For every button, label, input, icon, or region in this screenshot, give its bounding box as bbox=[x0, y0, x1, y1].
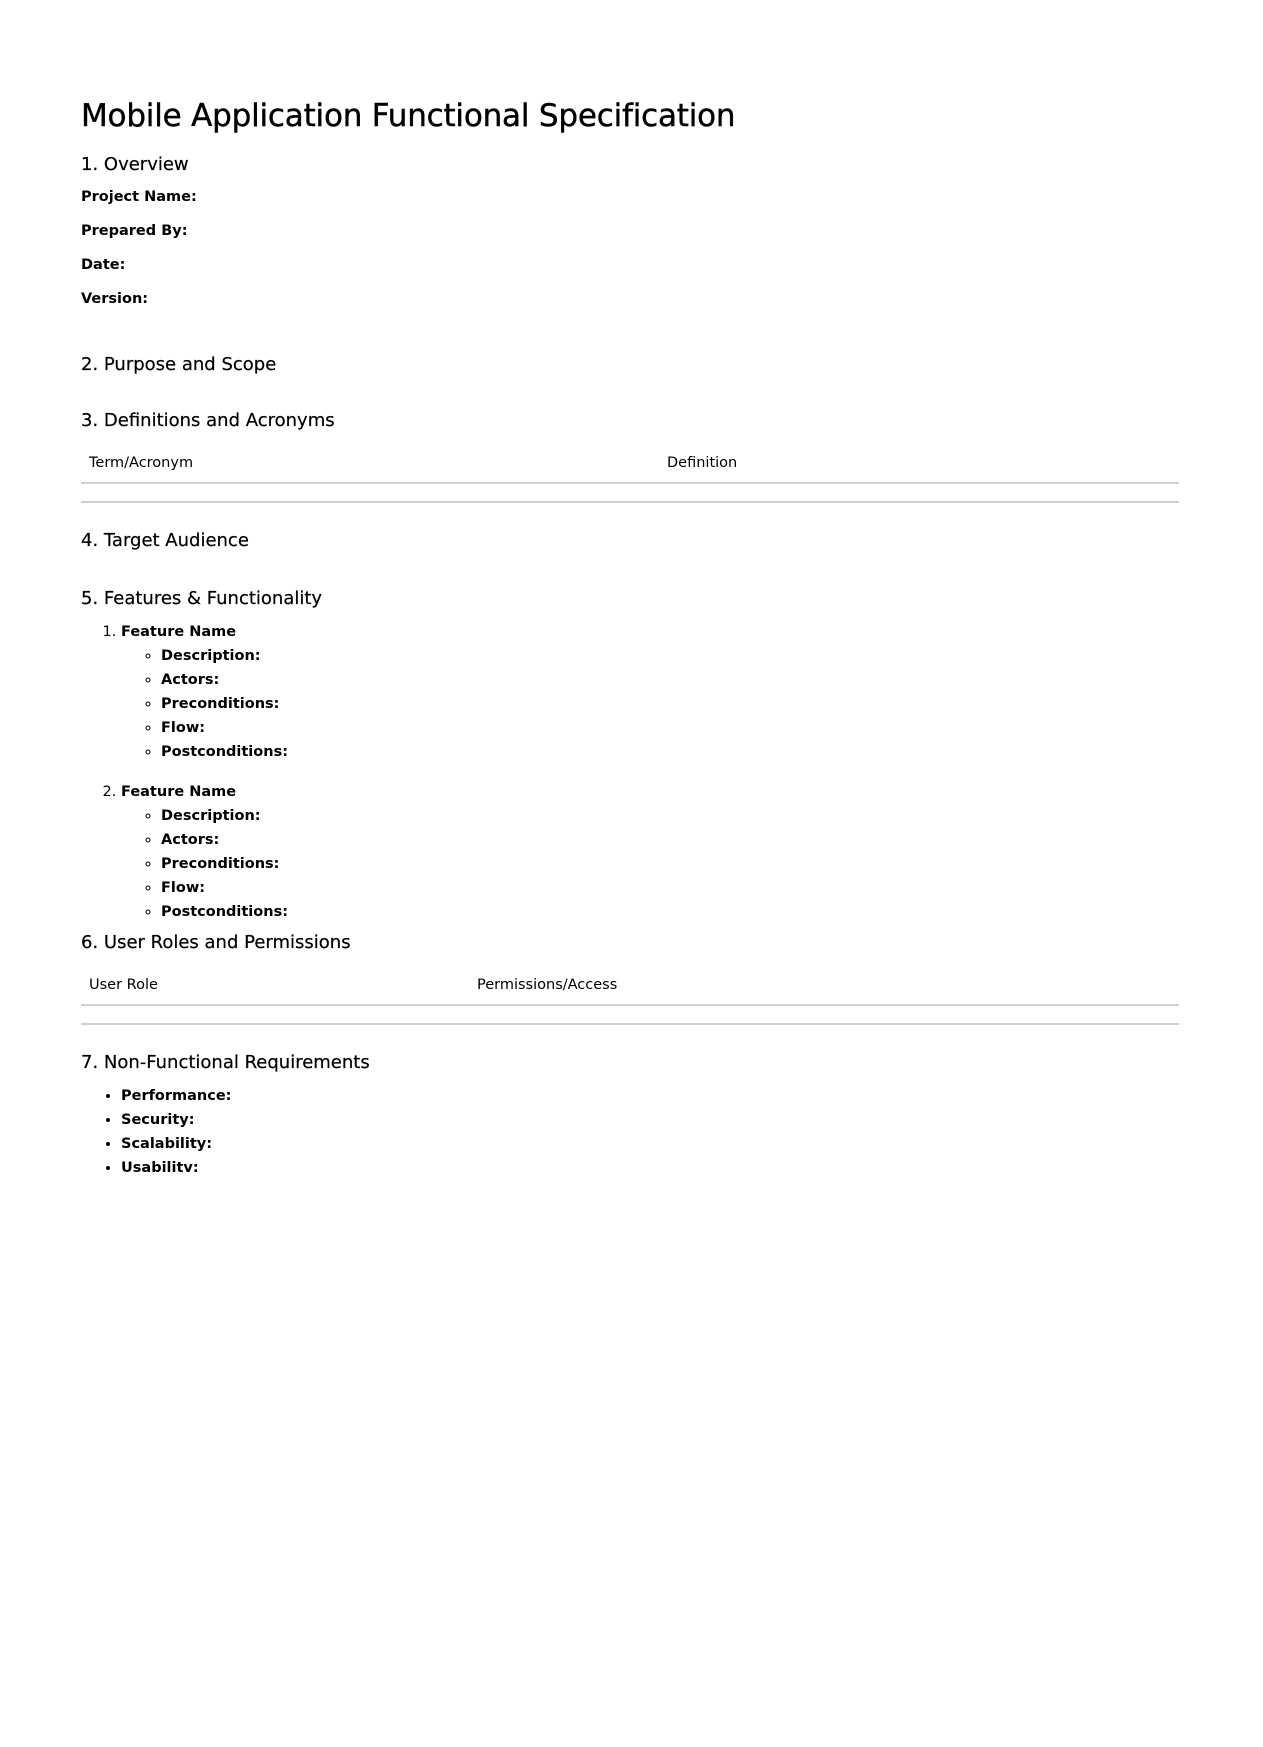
attr-description: ◦ Description: bbox=[161, 644, 1179, 668]
attr-description: ◦ Description: bbox=[161, 804, 1179, 828]
field-version: Version: bbox=[81, 291, 149, 307]
field-prepared-by: Prepared By: bbox=[81, 223, 188, 239]
section-heading: 4. Target Audience bbox=[81, 530, 249, 551]
column-header-definition: Definition bbox=[659, 444, 1179, 483]
attr-flow: ◦ Flow: bbox=[161, 876, 1179, 900]
feature-item bbox=[121, 780, 1179, 924]
nfr-list bbox=[81, 1084, 1179, 1180]
table-header-row bbox=[81, 444, 1179, 483]
field-date: Date: bbox=[81, 257, 126, 273]
section-features bbox=[81, 588, 1179, 940]
feature-name: Feature Name bbox=[121, 784, 237, 800]
section-heading: 5. Features & Functionality bbox=[81, 588, 323, 609]
section-definitions bbox=[81, 410, 1179, 503]
attr-postconditions: ◦ Postconditions: bbox=[161, 740, 1179, 764]
section-user-roles bbox=[81, 932, 1179, 1025]
table-row-empty bbox=[81, 483, 1179, 502]
feature-attributes bbox=[121, 804, 1179, 924]
field-project-name: Project Name: bbox=[81, 189, 197, 205]
section-heading: 7. Non-Functional Requirements bbox=[81, 1052, 370, 1073]
section-nfr bbox=[81, 1052, 1179, 1180]
feature-item bbox=[121, 620, 1179, 764]
attr-postconditions: ◦ Postconditions: bbox=[161, 900, 1179, 924]
attr-flow: ◦ Flow: bbox=[161, 716, 1179, 740]
section-heading: 2. Purpose and Scope bbox=[81, 354, 277, 375]
nfr-scalability: • Scalability: bbox=[121, 1132, 1179, 1156]
table-header-row bbox=[81, 966, 1179, 1005]
attr-actors: ◦ Actors: bbox=[161, 668, 1179, 692]
attr-actors: ◦ Actors: bbox=[161, 828, 1179, 852]
definitions-table bbox=[81, 444, 1179, 503]
column-header-term: Term/Acronym bbox=[81, 444, 659, 483]
table-cell[interactable] bbox=[659, 483, 1179, 502]
section-audience bbox=[81, 530, 1179, 551]
nfr-performance: • Performance: bbox=[121, 1084, 1179, 1108]
column-header-user-role: User Role bbox=[81, 966, 469, 1005]
attr-preconditions: ◦ Preconditions: bbox=[161, 692, 1179, 716]
table-row-empty bbox=[81, 1005, 1179, 1024]
table-cell[interactable] bbox=[81, 483, 659, 502]
attr-preconditions: ◦ Preconditions: bbox=[161, 852, 1179, 876]
nfr-security: • Security: bbox=[121, 1108, 1179, 1132]
section-overview bbox=[81, 154, 1179, 307]
column-header-permissions: Permissions/Access bbox=[469, 966, 1179, 1005]
feature-attributes bbox=[121, 644, 1179, 764]
feature-name: Feature Name bbox=[121, 624, 237, 640]
section-heading: 3. Definitions and Acronyms bbox=[81, 410, 335, 431]
document-title: Mobile Application Functional Specification bbox=[81, 98, 736, 134]
table-cell[interactable] bbox=[469, 1005, 1179, 1024]
section-purpose bbox=[81, 354, 1179, 375]
section-heading: 6. User Roles and Permissions bbox=[81, 932, 351, 953]
nfr-usability: • Usabilitv: bbox=[121, 1156, 1179, 1180]
roles-table bbox=[81, 966, 1179, 1025]
features-list bbox=[81, 620, 1179, 924]
section-heading: 1. Overview bbox=[81, 154, 189, 175]
table-cell[interactable] bbox=[81, 1005, 469, 1024]
